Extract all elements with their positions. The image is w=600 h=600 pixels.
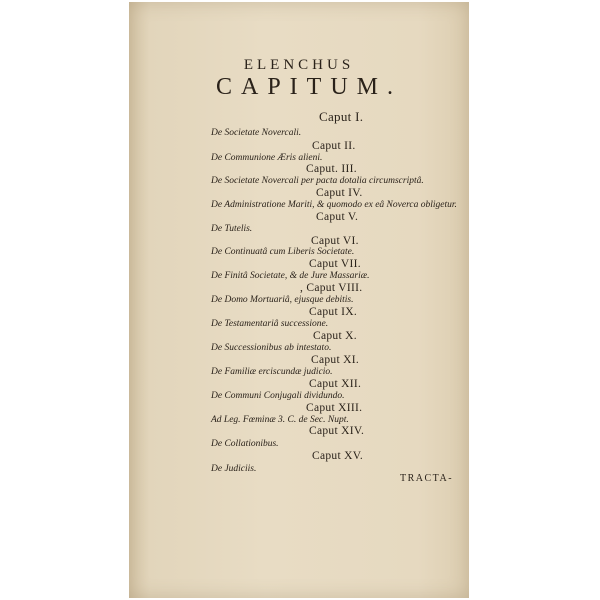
chapter-title: De Tutelis. — [211, 224, 253, 234]
chapter-title: De Domo Mortuariâ, ejusque debitis. — [211, 295, 354, 305]
chapter-title: De Societate Novercali. — [211, 128, 302, 138]
header-line-2: CAPITUM. — [215, 74, 402, 100]
chapter-title: Ad Leg. Fœminæ 3. C. de Sec. Nupt. — [211, 415, 349, 425]
caput-heading: Caput IV. — [316, 187, 363, 199]
caput-heading: Caput XII. — [309, 378, 362, 390]
caput-heading: Caput XIV. — [309, 425, 365, 437]
caput-heading: Caput I. — [319, 109, 364, 124]
catchword: TRACTA- — [400, 473, 454, 484]
caput-heading: Caput. III. — [306, 163, 357, 175]
chapter-title: De Administratione Mariti, & quomodo ex eâ Noverca obligetur. — [211, 200, 457, 210]
chapter-title: De Familiæ erciscundæ judicio. — [211, 367, 333, 377]
chapter-title: De Continuatâ cum Liberis Societate. — [211, 247, 355, 257]
caput-heading: Caput XV. — [312, 450, 364, 462]
caput-heading: Caput XIII. — [306, 402, 363, 414]
header-line-1: ELENCHUS — [243, 57, 355, 73]
caput-heading: Caput VII. — [309, 258, 361, 270]
caput-heading: Caput V. — [316, 211, 359, 223]
chapter-title: De Finitâ Societate, & de Jure Massariæ. — [211, 271, 370, 281]
caput-heading: Caput XI. — [311, 354, 360, 366]
caput-heading: Caput X. — [313, 330, 357, 342]
book-page — [129, 2, 469, 598]
chapter-title: De Communione Æris alieni. — [211, 153, 323, 163]
chapter-title: De Societate Novercali per pacta dotalia circumscriptâ. — [211, 176, 424, 186]
chapter-title: De Collationibus. — [211, 439, 279, 449]
chapter-title: De Judiciis. — [211, 464, 257, 474]
caput-heading: Caput II. — [312, 140, 356, 152]
caput-heading: , Caput VIII. — [300, 282, 363, 294]
caput-heading: Caput IX. — [309, 306, 358, 318]
chapter-title: De Testamentariâ successione. — [211, 319, 329, 329]
caput-heading: Caput VI. — [311, 235, 359, 247]
chapter-title: De Successionibus ab intestato. — [211, 343, 332, 353]
chapter-title: De Communi Conjugali dividundo. — [211, 391, 345, 401]
